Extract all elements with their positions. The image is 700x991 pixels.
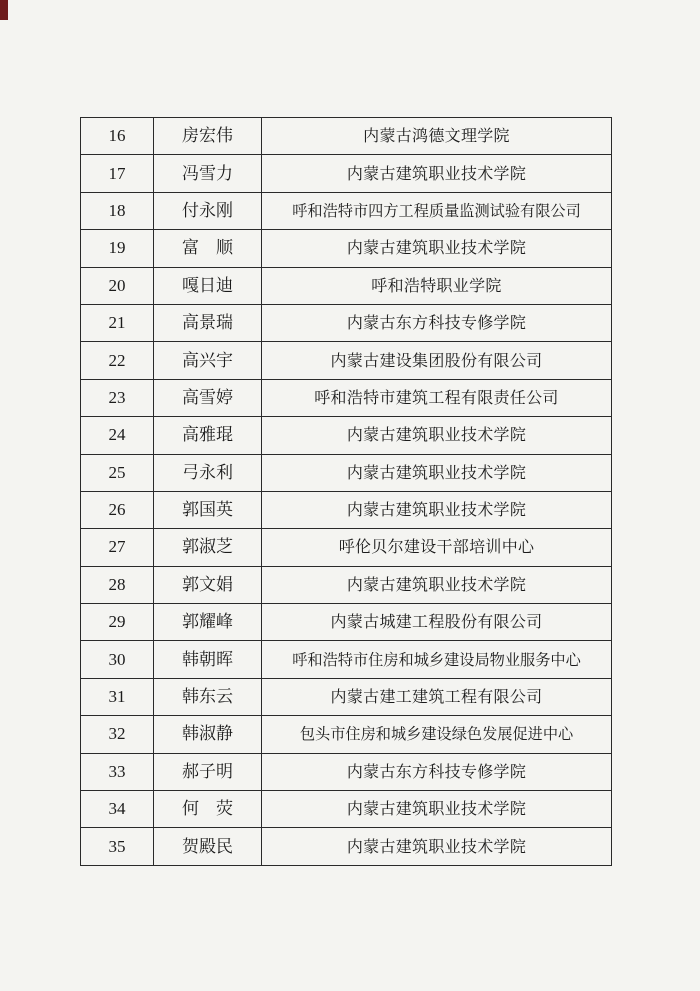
table-row <box>81 230 612 267</box>
person-name: 嘎日迪 <box>154 267 262 304</box>
row-number: 30 <box>81 641 154 678</box>
person-name: 弓永利 <box>154 454 262 491</box>
row-number: 26 <box>81 491 154 528</box>
person-name: 郭淑芝 <box>154 529 262 566</box>
organization: 呼和浩特职业学院 <box>262 267 612 304</box>
person-name: 冯雪力 <box>154 155 262 192</box>
organization: 内蒙古东方科技专修学院 <box>262 753 612 790</box>
person-name: 韩朝晖 <box>154 641 262 678</box>
organization: 呼和浩特市四方工程质量监测试验有限公司 <box>262 192 612 229</box>
table-row <box>81 566 612 603</box>
organization: 内蒙古建筑职业技术学院 <box>262 566 612 603</box>
row-number: 32 <box>81 716 154 753</box>
table-row <box>81 753 612 790</box>
organization: 内蒙古建工建筑工程有限公司 <box>262 678 612 715</box>
person-name: 富 顺 <box>154 230 262 267</box>
table-row <box>81 641 612 678</box>
table-row <box>81 192 612 229</box>
table-row <box>81 791 612 828</box>
row-number: 35 <box>81 828 154 865</box>
person-name: 高雪婷 <box>154 379 262 416</box>
table-row <box>81 155 612 192</box>
row-number: 27 <box>81 529 154 566</box>
organization: 内蒙古建筑职业技术学院 <box>262 828 612 865</box>
person-name: 韩东云 <box>154 678 262 715</box>
row-number: 17 <box>81 155 154 192</box>
table-row <box>81 828 612 865</box>
organization: 呼伦贝尔建设干部培训中心 <box>262 529 612 566</box>
row-number: 18 <box>81 192 154 229</box>
organization: 内蒙古城建工程股份有限公司 <box>262 604 612 641</box>
row-number: 22 <box>81 342 154 379</box>
person-name: 韩淑静 <box>154 716 262 753</box>
person-name: 郝子明 <box>154 753 262 790</box>
person-name: 何 荧 <box>154 791 262 828</box>
organization: 呼和浩特市住房和城乡建设局物业服务中心 <box>262 641 612 678</box>
table-row <box>81 491 612 528</box>
row-number: 33 <box>81 753 154 790</box>
roster-body <box>81 118 612 866</box>
table-row <box>81 454 612 491</box>
row-number: 25 <box>81 454 154 491</box>
row-number: 20 <box>81 267 154 304</box>
table-row <box>81 267 612 304</box>
table-row <box>81 678 612 715</box>
row-number: 19 <box>81 230 154 267</box>
table-row <box>81 529 612 566</box>
row-number: 29 <box>81 604 154 641</box>
roster-table <box>80 117 612 866</box>
row-number: 23 <box>81 379 154 416</box>
table-row <box>81 304 612 341</box>
organization: 内蒙古建筑职业技术学院 <box>262 155 612 192</box>
row-number: 28 <box>81 566 154 603</box>
organization: 内蒙古建筑职业技术学院 <box>262 491 612 528</box>
table-row <box>81 604 612 641</box>
table-row <box>81 716 612 753</box>
organization: 内蒙古建筑职业技术学院 <box>262 454 612 491</box>
row-number: 21 <box>81 304 154 341</box>
organization: 内蒙古建筑职业技术学院 <box>262 791 612 828</box>
table-row <box>81 342 612 379</box>
organization: 内蒙古东方科技专修学院 <box>262 304 612 341</box>
person-name: 贺殿民 <box>154 828 262 865</box>
row-number: 24 <box>81 417 154 454</box>
person-name: 付永刚 <box>154 192 262 229</box>
person-name: 郭国英 <box>154 491 262 528</box>
row-number: 34 <box>81 791 154 828</box>
binding-corner-mark <box>0 0 8 20</box>
organization: 内蒙古鸿德文理学院 <box>262 118 612 155</box>
table-row <box>81 417 612 454</box>
organization: 内蒙古建设集团股份有限公司 <box>262 342 612 379</box>
table-row <box>81 118 612 155</box>
organization: 呼和浩特市建筑工程有限责任公司 <box>262 379 612 416</box>
row-number: 16 <box>81 118 154 155</box>
organization: 内蒙古建筑职业技术学院 <box>262 417 612 454</box>
person-name: 郭文娟 <box>154 566 262 603</box>
row-number: 31 <box>81 678 154 715</box>
person-name: 高兴宇 <box>154 342 262 379</box>
organization: 包头市住房和城乡建设绿色发展促进中心 <box>262 716 612 753</box>
person-name: 高景瑞 <box>154 304 262 341</box>
person-name: 高雅琨 <box>154 417 262 454</box>
person-name: 郭耀峰 <box>154 604 262 641</box>
table-row <box>81 379 612 416</box>
person-name: 房宏伟 <box>154 118 262 155</box>
organization: 内蒙古建筑职业技术学院 <box>262 230 612 267</box>
